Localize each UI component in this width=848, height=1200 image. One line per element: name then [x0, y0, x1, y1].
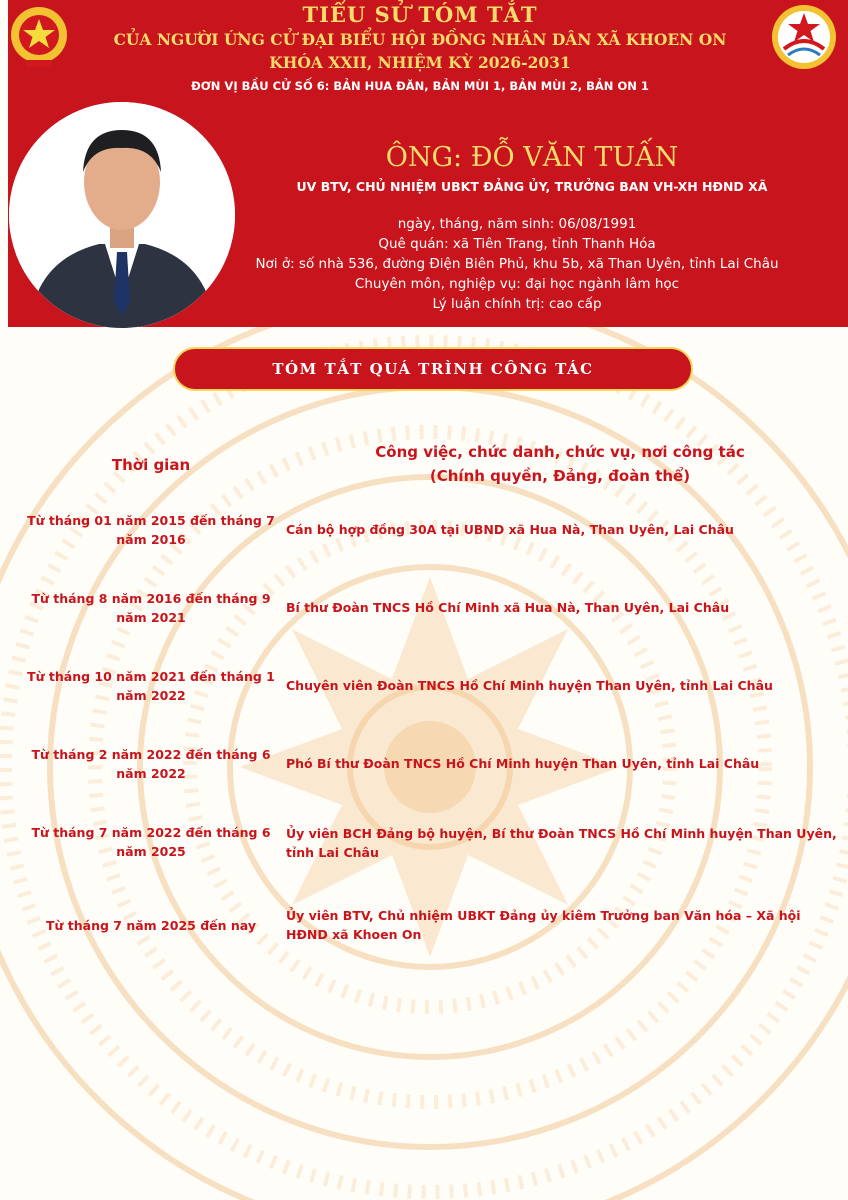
info-birth-date: ngày, tháng, năm sinh: 06/08/1991 [397, 216, 637, 232]
career-row-time: Từ tháng 7 năm 2022 đến tháng 6 năm 2025 [31, 825, 271, 859]
career-summary-heading: TÓM TẮT QUÁ TRÌNH CÔNG TÁC [173, 347, 693, 391]
election-unit-label: ĐƠN VỊ BẦU CỬ SỐ 6: BẢN HUA ĐĂN, BẢN MÙI 1, BẢN MÙI 2, BẢN ON 1 [191, 79, 649, 93]
career-row-time: Từ tháng 7 năm 2025 đến nay [46, 918, 256, 933]
national-emblem-icon [8, 4, 70, 70]
column-header-time: Thời gian [111, 456, 191, 474]
term-label: KHÓA XXII, NHIỆM KỲ 2026-2031 [269, 53, 571, 72]
career-row-time: Từ tháng 10 năm 2021 đến tháng 1 năm 2022 [27, 669, 275, 703]
info-residence: Nơi ở: số nhà 536, đường Điện Biên Phủ, khu 5b, xã Than Uyên, tỉnh Lai Châu [255, 256, 779, 272]
career-row-work: Chuyên viên Đoàn TNCS Hồ Chí Minh huyện Than Uyên, tỉnh Lai Châu [286, 678, 773, 693]
career-row-work: Cán bộ hợp đồng 30A tại UBND xã Hua Nà, Than Uyên, Lai Châu [286, 522, 734, 537]
career-row-time: Từ tháng 2 năm 2022 đến tháng 6 năm 2022 [31, 747, 271, 781]
column-header-work [300, 440, 820, 488]
career-row-work: Phó Bí thư Đoàn TNCS Hồ Chí Minh huyện Than Uyên, tỉnh Lai Châu [286, 756, 760, 771]
career-row-work: Ủy viên BCH Đảng bộ huyện, Bí thư Đoàn TNCS Hồ Chí Minh huyện Than Uyên, tỉnh Lai Châu [286, 826, 837, 860]
personal-info-list [225, 214, 809, 314]
document-title: TIỂU SỬ TÓM TẮT [302, 2, 538, 27]
column-header-work-note: (Chính quyền, Đảng, đoàn thể) [429, 467, 691, 485]
info-profession: Chuyên môn, nghiệp vụ: đại học ngành lâm học [354, 276, 680, 292]
career-row-work: Ủy viên BTV, Chủ nhiệm UBKT Đảng ủy kiêm Trưởng ban Văn hóa – Xã hội HĐND xã Khoen On [286, 908, 801, 942]
career-row-time: Từ tháng 01 năm 2015 đến tháng 7 năm 2016 [27, 513, 275, 547]
career-row-time: Từ tháng 8 năm 2016 đến tháng 9 năm 2021 [31, 591, 271, 625]
column-header-work-title: Công việc, chức danh, chức vụ, nơi công tác [375, 443, 745, 461]
info-hometown: Quê quán: xã Tiên Trang, tỉnh Thanh Hóa [378, 236, 656, 252]
info-political-theory: Lý luận chính trị: cao cấp [432, 296, 602, 312]
document-subtitle: CỦA NGƯỜI ỨNG CỬ ĐẠI BIỂU HỘI ĐỒNG NHÂN DÂN XÃ KHOEN ON [113, 30, 727, 49]
candidate-name: ÔNG: ĐỖ VĂN TUẤN [385, 142, 679, 173]
portrait-photo [9, 102, 235, 328]
candidate-position: UV BTV, CHỦ NHIỆM UBKT ĐẢNG ỦY, TRƯỞNG BAN VH-XH HĐND XÃ [296, 179, 768, 194]
fatherland-front-logo-icon [770, 3, 838, 71]
career-row-work: Bí thư Đoàn TNCS Hồ Chí Minh xã Hua Nà, Than Uyên, Lai Châu [286, 600, 730, 615]
